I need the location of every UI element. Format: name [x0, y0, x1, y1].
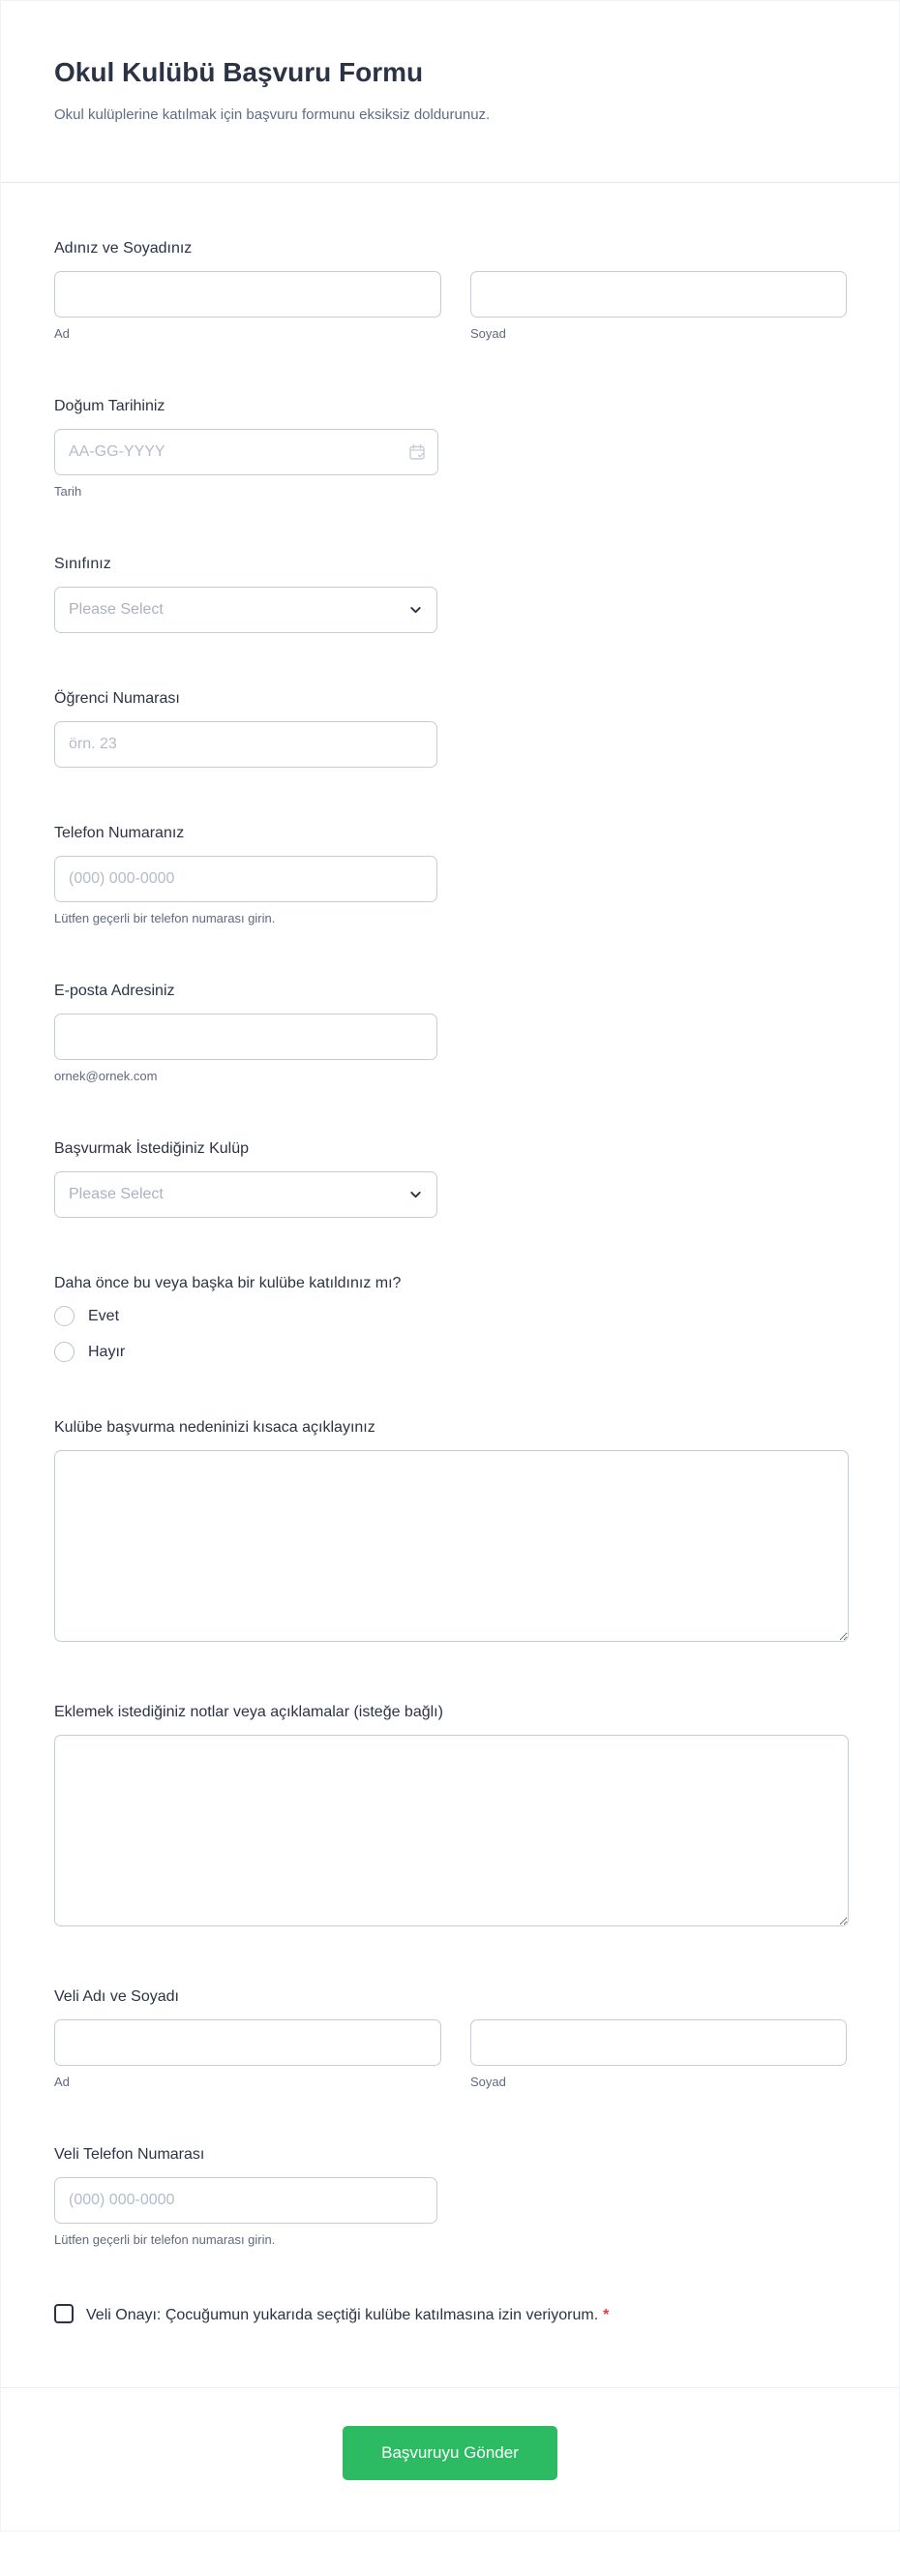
last-name-input[interactable] — [470, 271, 847, 318]
notes-label: Eklemek istediğiniz notlar veya açıklamalar (isteğe bağlı) — [54, 1704, 443, 1720]
last-name-sublabel: Soyad — [470, 326, 506, 341]
page-subtitle: Okul kulüplerine katılmak için başvuru formunu eksiksiz doldurunuz. — [54, 106, 491, 123]
consent-checkbox[interactable] — [54, 2304, 74, 2323]
field-parent-phone — [54, 2145, 437, 2247]
form-body — [1, 183, 899, 2387]
field-student-number — [54, 689, 437, 768]
page-title: Okul Kulübü Başvuru Formu — [54, 57, 424, 87]
radio-label-evet: Evet — [88, 1307, 120, 1324]
form-header — [1, 1, 899, 183]
field-club — [54, 1139, 847, 1218]
radio-option-evet[interactable] — [54, 1306, 847, 1326]
chevron-down-icon — [408, 603, 423, 618]
parent-phone-label: Veli Telefon Numarası — [54, 2146, 205, 2163]
required-asterisk: * — [603, 2307, 610, 2323]
parent-phone-input[interactable] — [54, 2177, 437, 2224]
parent-name-label: Veli Adı ve Soyadı — [54, 1988, 179, 2005]
grade-label: Sınıfınız — [54, 556, 111, 572]
field-birth-date — [54, 397, 847, 499]
birth-date-label: Doğum Tarihiniz — [54, 398, 165, 414]
radio-option-hayir[interactable] — [54, 1342, 847, 1362]
parent-first-name-input[interactable] — [54, 2019, 441, 2066]
reason-textarea[interactable] — [54, 1450, 849, 1642]
field-notes — [54, 1703, 847, 1931]
club-label: Başvurmak İstediğiniz Kulüp — [54, 1140, 249, 1157]
parent-last-name-sublabel: Soyad — [470, 2075, 506, 2089]
parent-first-name-sublabel: Ad — [54, 2075, 70, 2089]
field-student-name — [54, 239, 847, 341]
club-select-value: Please Select — [69, 1186, 164, 1202]
field-grade — [54, 555, 847, 633]
first-name-sublabel: Ad — [54, 326, 70, 341]
radio-circle-evet[interactable] — [54, 1306, 75, 1326]
submit-button[interactable]: Başvuruyu Gönder — [343, 2426, 557, 2480]
radio-label-hayir: Hayır — [88, 1343, 126, 1360]
chevron-down-icon — [408, 1188, 423, 1202]
grade-select-value: Please Select — [69, 601, 164, 618]
field-email — [54, 982, 437, 1083]
phone-label: Telefon Numaranız — [54, 825, 185, 841]
field-consent — [54, 2303, 635, 2327]
field-phone — [54, 824, 437, 925]
student-name-label: Adınız ve Soyadınız — [54, 240, 193, 257]
submit-section — [1, 2387, 899, 2531]
email-label: E-posta Adresiniz — [54, 983, 175, 999]
calendar-icon[interactable] — [408, 443, 426, 461]
parent-phone-sublabel: Lütfen geçerli bir telefon numarası girin. — [54, 2232, 276, 2247]
birth-date-input[interactable] — [54, 429, 438, 475]
consent-label: Veli Onayı: Çocuğumun yukarıda seçtiği kulübe katılmasına izin veriyorum. — [86, 2307, 599, 2323]
reason-label: Kulübe başvurma nedeninizi kısaca açıklayınız — [54, 1419, 375, 1436]
field-reason — [54, 1418, 847, 1647]
student-number-label: Öğrenci Numarası — [54, 690, 180, 707]
field-prior-membership — [54, 1274, 847, 1362]
prior-membership-label: Daha önce bu veya başka bir kulübe katıldınız mı? — [54, 1275, 402, 1291]
first-name-input[interactable] — [54, 271, 441, 318]
field-parent-name — [54, 1987, 847, 2089]
birth-date-sublabel: Tarih — [54, 484, 82, 499]
grade-select[interactable] — [54, 587, 437, 633]
notes-textarea[interactable] — [54, 1735, 849, 1926]
radio-circle-hayir[interactable] — [54, 1342, 75, 1362]
parent-last-name-input[interactable] — [470, 2019, 847, 2066]
phone-input[interactable] — [54, 856, 437, 902]
club-select[interactable] — [54, 1171, 437, 1218]
email-input[interactable] — [54, 1014, 437, 1060]
email-sublabel: ornek@ornek.com — [54, 1069, 158, 1083]
student-number-input[interactable] — [54, 721, 437, 768]
phone-sublabel: Lütfen geçerli bir telefon numarası girin. — [54, 911, 276, 925]
